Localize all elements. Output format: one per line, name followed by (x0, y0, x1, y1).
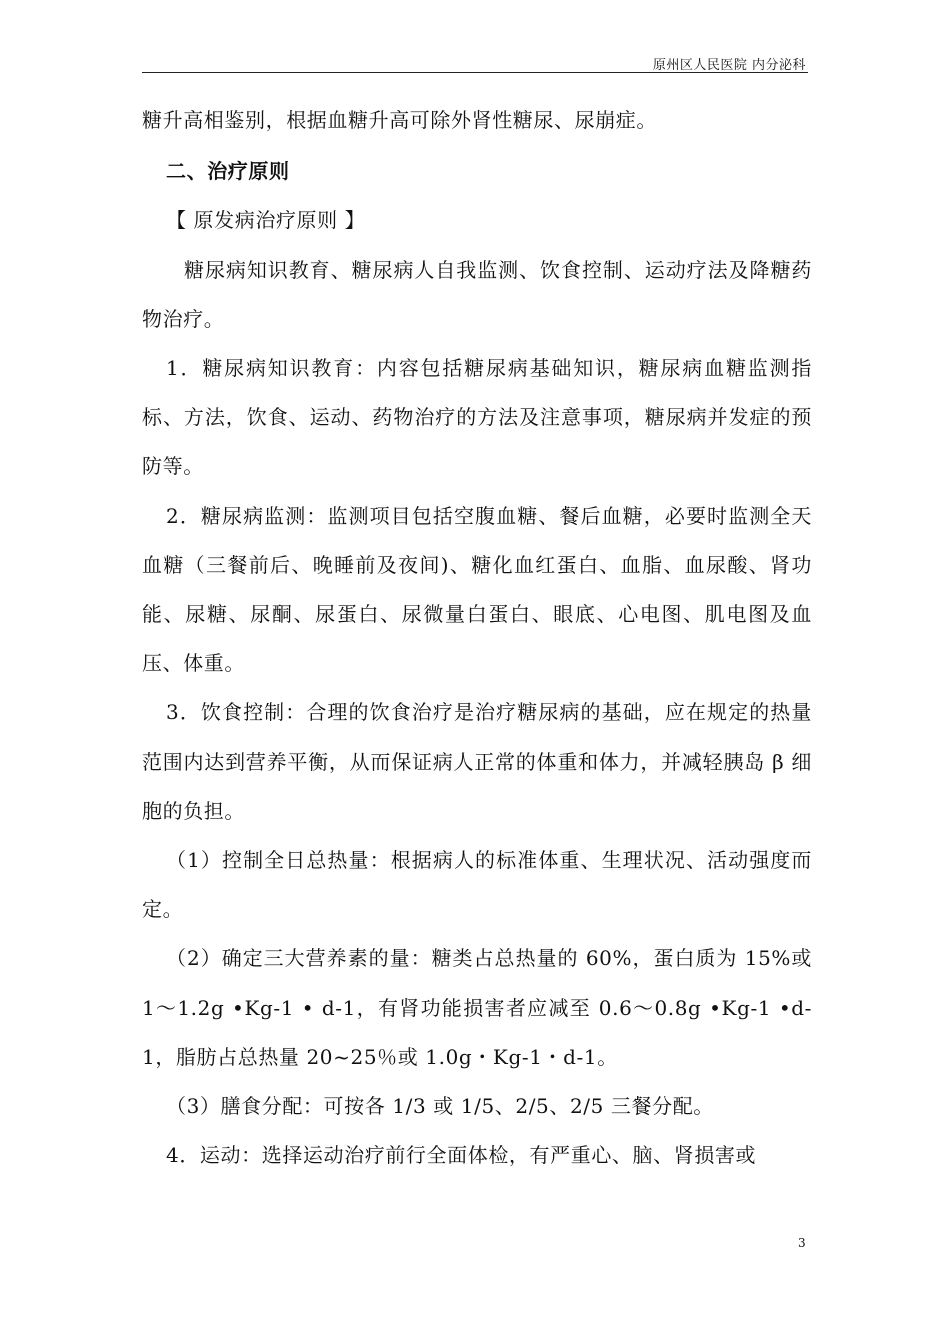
paragraph: 1．糖尿病知识教育：内容包括糖尿病基础知识，糖尿病血糖监测指标、方法，饮食、运动、药物治疗的方法及注意事项，糖尿病并发症的预防等。 (142, 356, 812, 479)
page-number: 3 (798, 1236, 806, 1250)
document-body (142, 96, 812, 1180)
page-header (142, 52, 808, 73)
paragraph: （2）确定三大营养素的量：糖类占总热量的 60%，蛋白质为 15%或 1～1.2g •Kg-1 • d-1，有肾功能损害者应减至 0.6～0.8g •Kg-1 •d-1，脂肪占总热量 20~25％或 1.0g・Kg-1・d-1。 (142, 946, 812, 1069)
subsection-heading: 【 原发病治疗原则 】 (166, 208, 366, 233)
paragraph: （1）控制全日总热量：根据病人的标准体重、生理状况、活动强度而定。 (142, 848, 812, 922)
paragraph: 2．糖尿病监测：监测项目包括空腹血糖、餐后血糖，必要时监测全天血糖（三餐前后、晚睡前及夜间)、糖化血红蛋白、血脂、血尿酸、肾功能、尿糖、尿酮、尿蛋白、尿微量白蛋白、眼底、心电图、肌电图及血压、体重。 (142, 503, 812, 676)
paragraph: （3）膳食分配：可按各 1/3 或 1/5、2/5、2/5 三餐分配。 (166, 1094, 714, 1119)
section-heading: 二、治疗原则 (166, 159, 290, 184)
paragraph: 4．运动：选择运动治疗前行全面体检，有严重心、脑、肾损害或 (166, 1143, 757, 1168)
paragraph: 糖尿病知识教育、糖尿病人自我监测、饮食控制、运动疗法及降糖药物治疗。 (142, 257, 812, 331)
paragraph: 3．饮食控制：合理的饮食治疗是治疗糖尿病的基础，应在规定的热量范围内达到营养平衡，从而保证病人正常的体重和体力，并减轻胰岛 β 细胞的负担。 (142, 700, 812, 823)
header-text: 原州区人民医院 内分泌科 (652, 58, 806, 73)
paragraph-continuation: 糖升高相鉴别，根据血糖升高可除外肾性糖尿、尿崩症。 (142, 108, 657, 132)
